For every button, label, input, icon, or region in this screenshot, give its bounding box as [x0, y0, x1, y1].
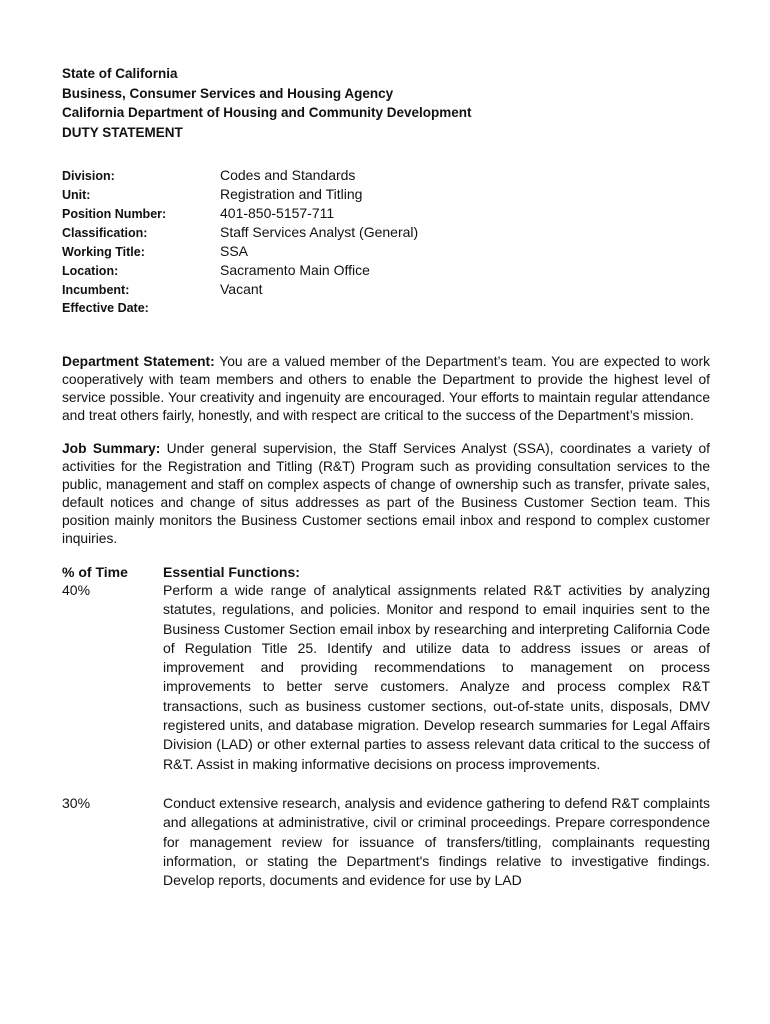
field-row-division: [62, 166, 710, 185]
field-label: Location:: [62, 264, 119, 278]
field-value: 401-850-5157-711: [220, 205, 335, 221]
field-row-position-number: [62, 204, 710, 223]
position-fields: [62, 166, 710, 317]
function-percent: 30%: [62, 794, 91, 811]
field-row-incumbent: [62, 280, 710, 299]
header-department: California Department of Housing and Community Development: [62, 105, 472, 120]
department-statement-label: Department Statement:: [62, 354, 215, 369]
field-row-unit: [62, 185, 710, 204]
percent-time-header: % of Time: [62, 564, 128, 580]
field-label: Position Number:: [62, 207, 167, 221]
function-description: Perform a wide range of analytical assignments related R&T activities by analyzing statutes, regulations, and policies. Monitor and respond to email inquiries sent to the Business Customer Section email inbox by researching and interpreting California Code of Regulation Title 25. Identify and utilize data to address issues or areas of improvement and providing recommendations to management on process improvements to better serve customers. Analyze and process complex R&T transactions, such as business customer sections, out-of-state units, disposals, DMV registered units, and database migration. Develop research summaries for Legal Affairs Division (LAD) or other external parties to assess relevant data critical to the success of R&T. Assist in making informative decisions on process improvements.: [163, 582, 710, 772]
field-row-effective-date: [62, 299, 710, 317]
job-summary-text: Under general supervision, the Staff Services Analyst (SSA), coordinates a variety of activities for the Registration and Titling (R&T) Program such as providing consultation services to the public, management and staff on complex aspects of change of ownership such as transfer, private sales, default notices and change of situs addresses as part of the Business Customer Section team. This position mainly monitors the Business Customer sections email inbox and respond to complex customer inquiries.: [62, 441, 711, 546]
function-item: [62, 794, 710, 890]
function-percent: 40%: [62, 582, 91, 598]
function-description: Conduct extensive research, analysis and evidence gathering to defend R&T complaints and allegations at administrative, civil or criminal proceedings. Prepare correspondence for management review for issuance of transfers/titling, complainants requesting information, or stating the Department's findings relative to investigative findings. Develop reports, documents and evidence for use by LAD: [163, 794, 710, 889]
document-title: DUTY STATEMENT: [62, 124, 183, 140]
job-summary-label: Job Summary:: [62, 441, 161, 456]
field-value: Codes and Standards: [220, 167, 356, 183]
field-label: Division:: [62, 169, 115, 183]
field-value: Staff Services Analyst (General): [220, 224, 419, 240]
field-row-working-title: [62, 242, 710, 261]
header-agency: Business, Consumer Services and Housing Agency: [62, 85, 394, 101]
field-label: Working Title:: [62, 245, 145, 259]
field-row-location: [62, 261, 710, 280]
job-summary: [62, 440, 710, 548]
header-state: State of California: [62, 66, 178, 81]
field-label: Classification:: [62, 226, 148, 240]
field-value: Vacant: [220, 281, 263, 297]
essential-functions: [62, 563, 710, 890]
field-value: Sacramento Main Office: [220, 262, 370, 278]
department-statement: [62, 353, 710, 425]
field-value: SSA: [220, 243, 249, 259]
functions-header: [62, 563, 710, 581]
document-header: [62, 64, 710, 142]
essential-functions-header: Essential Functions:: [163, 564, 300, 580]
field-row-classification: [62, 223, 710, 242]
field-value: Registration and Titling: [220, 186, 363, 202]
field-label: Incumbent:: [62, 283, 130, 297]
duty-statement-page: [62, 64, 710, 890]
field-label: Effective Date:: [62, 301, 149, 315]
function-item: [62, 581, 710, 774]
field-label: Unit:: [62, 188, 91, 202]
department-statement-text: You are a valued member of the Department’s team. You are expected to work cooperatively with team members and others to enable the Department to provide the highest level of service possible. Your creativity and ingenuity are encouraged. Your efforts to maintain regular attendance and treat others fairly, honestly, and with respect are critical to the success of the Department’s mission.: [62, 354, 710, 423]
